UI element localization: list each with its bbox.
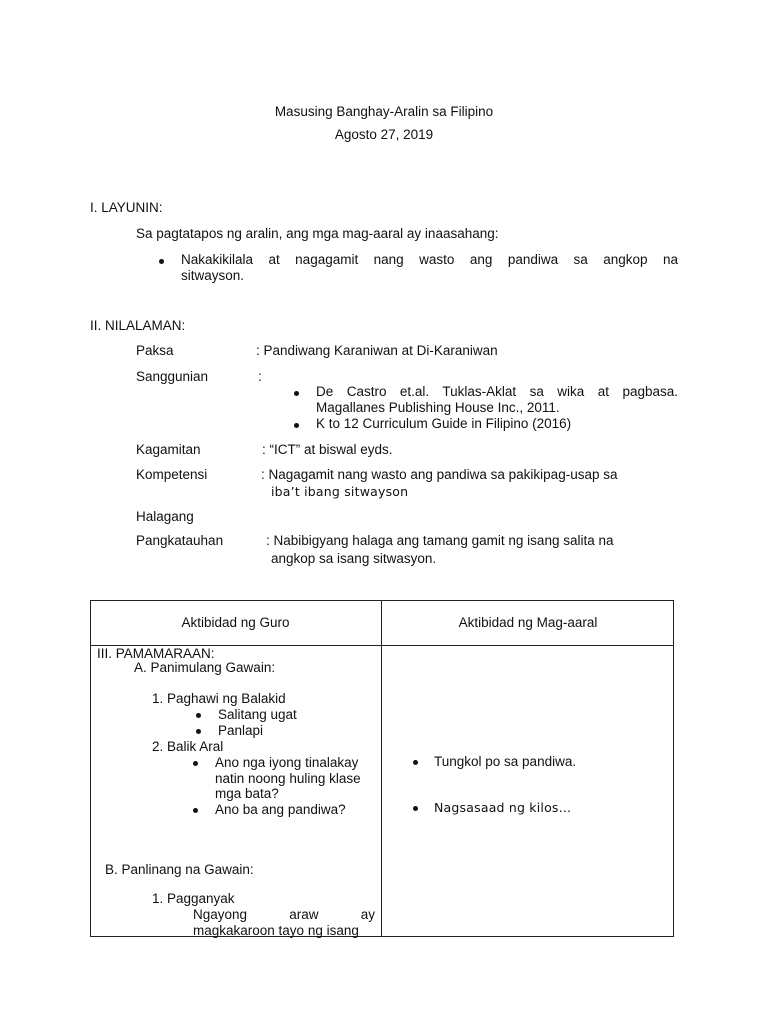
question-2: Ano ba ang pandiwa? [215, 802, 346, 817]
sanggunian-colon: : [258, 369, 262, 384]
panlinang-na-gawain: B. Panlinang na Gawain: [105, 862, 254, 877]
bullet-icon [413, 806, 418, 811]
table-header-guro: Aktibidad ng Guro [181, 615, 290, 630]
section-heading-layunin: I. LAYUNIN: [90, 200, 163, 215]
panlapi: Panlapi [218, 723, 264, 738]
reference-1-line1: De Castro et.al. Tuklas-Aklat sa wika at pagbasa. [316, 384, 678, 399]
pangkatauhan-value-line1: : Nabibigyang halaga ang tamang gamit ng isang salita na [266, 533, 614, 548]
layunin-objective-line2: sitwayson. [181, 268, 245, 283]
answer-2: Nagsasaad ng kilos… [434, 800, 572, 815]
bullet-icon [159, 259, 164, 264]
kagamitan-value: : “ICT” at biswal eyds. [262, 442, 393, 457]
pagganyak-line1: Ngayong araw ay [193, 907, 375, 922]
section-heading-nilalaman: II. NILALAMAN: [90, 318, 186, 333]
pangkatauhan-value-line2: angkop sa isang sitwasyon. [271, 551, 437, 566]
table-column-divider [381, 600, 382, 937]
paksa-value: : Pandiwang Karaniwan at Di-Karaniwan [256, 343, 498, 358]
question-1-line2: natin noong huling klase [215, 771, 361, 786]
question-1-line1: Ano nga iyong tinalakay [215, 755, 359, 770]
document-title: Masusing Banghay-Aralin sa Filipino [274, 104, 494, 119]
layunin-objective-line1: Nakakikilala at nagagamit nang wasto ang pandiwa sa angkop na [181, 252, 678, 267]
pangkatauhan-label: Pangkatauhan [136, 533, 224, 548]
table-header-mag-aaral: Aktibidad ng Mag-aaral [458, 615, 598, 630]
balik-aral: 2. Balik Aral [152, 739, 224, 754]
kompetensi-value-line1: : Nagagamit nang wasto ang pandiwa sa pakikipag-usap sa [261, 467, 618, 482]
pagganyak: 1. Pagganyak [152, 891, 235, 906]
bullet-icon [196, 729, 201, 734]
question-1-line3: mga bata? [215, 786, 279, 801]
kompetensi-label: Kompetensi [136, 467, 208, 482]
pamamaraan-heading: III. PAMAMARAAN: [97, 646, 215, 661]
halagang-label: Halagang [136, 509, 194, 524]
sanggunian-label: Sanggunian [136, 369, 209, 384]
paksa-label: Paksa [136, 343, 174, 358]
bullet-icon [196, 713, 201, 718]
reference-1-line2: Magallanes Publishing House Inc., 2011. [316, 400, 560, 415]
paghawi-ng-balakid: 1. Paghawi ng Balakid [152, 691, 286, 706]
document-date: Agosto 27, 2019 [334, 127, 434, 142]
kagamitan-label: Kagamitan [136, 442, 201, 457]
reference-2: K to 12 Curriculum Guide in Filipino (2016) [316, 416, 572, 431]
bullet-icon [193, 808, 198, 813]
bullet-icon [413, 760, 418, 765]
bullet-icon [294, 391, 299, 396]
bullet-icon [294, 423, 299, 428]
salitang-ugat: Salitang ugat [218, 707, 297, 722]
answer-1: Tungkol po sa pandiwa. [434, 754, 577, 769]
pagganyak-line2: magkakaroon tayo ng isang [193, 923, 359, 938]
bullet-icon [193, 761, 198, 766]
layunin-intro: Sa pagtatapos ng aralin, ang mga mag-aaral ay inaasahang: [136, 226, 499, 241]
kompetensi-value-line2: iba’t ibang sitwayson [271, 484, 409, 499]
panimulang-gawain: A. Panimulang Gawain: [134, 660, 276, 675]
